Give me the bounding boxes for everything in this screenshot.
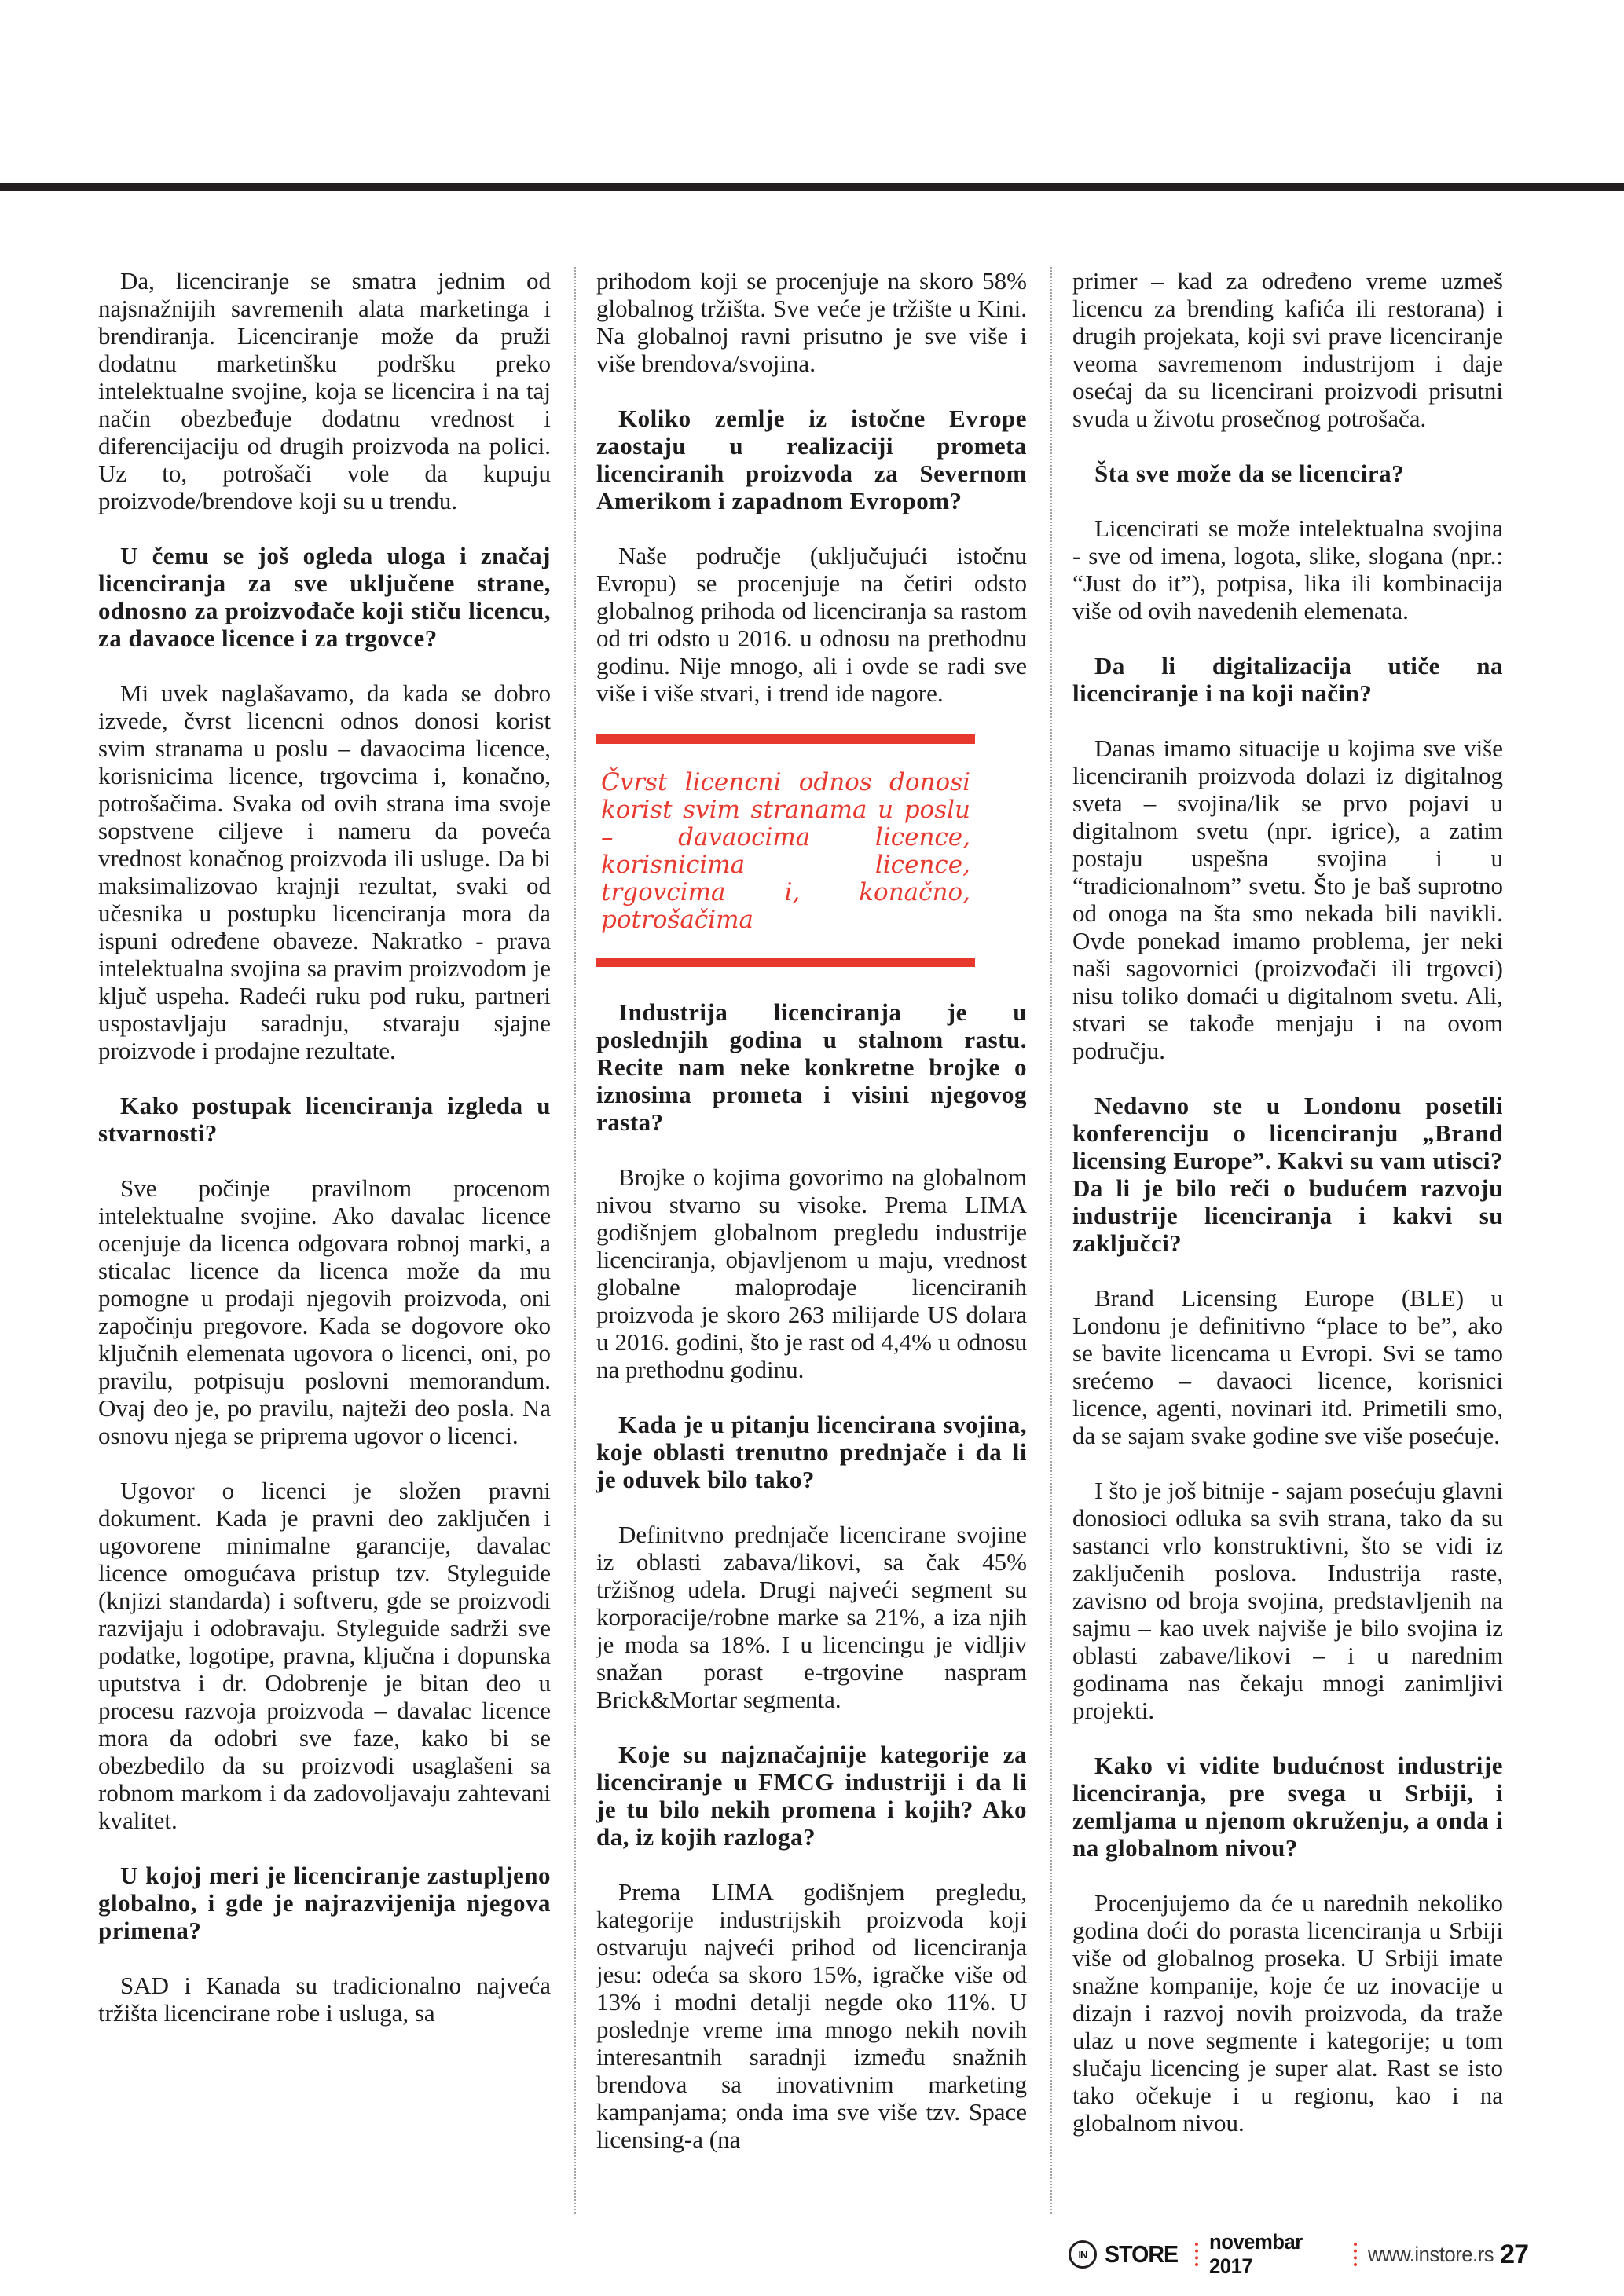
paragraph: I što je još bitnije - sajam posećuju glavni donosioci odluka sa svih strana, tako da su sastanci vrlo konstruktivni, što se vidi iz zaključenih poslova. Industrija raste, zavisno od broja svojina, predstavljenih na sajmu – kao uvek najviše je bilo svojina iz oblasti zabave/likovi – i u narednim godinama nas čekaju mnogi zanimljivi projekti.: [1072, 1477, 1503, 1724]
paragraph: Prema LIMA godišnjem pregledu, kategorije industrijskih proizvoda koji ostvaruju najveći prihod od licenciranja jesu: odeća sa skoro 15%, igračke više od 13% i modni detalji negde oko 11%. U poslednje vreme ima mnogo nekih novih interesantnih saradnji između snažnih brendova sa inovativnim marketing kampanjama; onda ima sve više tzv. Space licensing-a (na: [596, 1878, 1027, 2153]
paragraph: Brand Licensing Europe (BLE) u Londonu je definitivno “place to be”, ako se bavite licencama u Evropi. Svi se tamo srećemo – davaoci licence, korisnici licence, agenti, novinari itd. Primetili smo, da se sajam svake godine sve više posećuje.: [1072, 1284, 1503, 1449]
instore-logo-in: IN: [1078, 2248, 1087, 2261]
question-heading: Koliko zemlje iz istočne Evrope zaostaju u realizaciji prometa licenciranih proizvoda za Severnom Amerikom i zapadnom Evropom?: [596, 405, 1027, 514]
paragraph: Da, licenciranje se smatra jednim od najsnažnijih savremenih alata marketinga i brendiranja. Licenciranje može da pruži dodatnu marketinšku podršku preko intelektualne svojine, koja se licencira i na taj način obezbeđuje dodatnu vrednost i diferencijaciju od drugih proizvoda na polici. Uz to, potrošači vole da kupuju proizvode/brendove koji su u trendu.: [98, 267, 551, 514]
paragraph: Naše područje (uključujući istočnu Evropu) se procenjuje na četiri odsto globalnog prihoda od licenciranja sa rastom od tri odsto u 2016. u odnosu na prethodnu godinu. Nije mnogo, ali i ovde se radi sve više i više stvari, i trend ide nagore.: [596, 542, 1027, 707]
question-heading: Šta sve može da se licencira?: [1094, 460, 1405, 487]
question-heading: Koje su najznačajnije kategorije za licenciranje u FMCG industriji i da li je tu bilo nekih promena i kojih? Ako da, iz kojih razloga?: [596, 1741, 1027, 1851]
paragraph: Ugovor o licenci je složen pravni dokument. Kada je pravni deo zaključen i ugovorene minimalne garancije, davalac licence omogućava pristup tzv. Styleguide (knjizi standarda) i softveru, gde se proizvodi razvijaju i odobravaju. Styleguide sadrži sve podatke, logotipe, pravna, ključna i dopunska uputstva i dr. Odobrenje je bitan deo u procesu razvoja proizvoda – davalac licence mora da odobri sve faze, kako bi se obezbedilo da su proizvodi usaglašeni sa robnom markom i da zadovoljavaju zahtevani kvalitet.: [98, 1477, 551, 1834]
column-3: [1050, 267, 1527, 2214]
paragraph: Sve počinje pravilnom procenom intelektualne svojine. Ako davalac licence ocenjuje da licenca odgovara robnoj marki, a sticalac licence da licenca može da mu pomogne u prodaji njegovih proizvoda, oni započinju pregovore. Kada se dogovore oko ključnih elemenata ugovora o licenci, oni, po pravilu, potpisuju poslovni memorandum. Ovaj deo je, po pravilu, najteži deo posla. Na osnovu njega se priprema ugovor o licenci.: [98, 1174, 551, 1449]
question-heading: Kada je u pitanju licencirana svojina, koje oblasti trenutno prednjače i da li je oduvek bilo tako?: [596, 1411, 1027, 1493]
paragraph: SAD i Kanada su tradicionalno najveća tržišta licencirane robe i usluga, sa: [98, 1972, 551, 2027]
top-rule-bar: [0, 183, 1624, 191]
paragraph-continuation: primer – kad za određeno vreme uzmeš licencu za brending kafića ili restorana) i drugih projekata, koji svi prave licenciranje veoma savremenom industrijom i daje osećaj da su licencirani proizvodi prisutni svuda u životu prosečnog potrošača.: [1072, 267, 1503, 432]
instore-logo-store: STORE: [1105, 2240, 1179, 2268]
footer-separator-icon: [1195, 2243, 1198, 2266]
question-heading: U čemu se još ogleda uloga i značaj licenciranja za sve uključene strane, odnosno za proizvođače koji stiču licencu, za davaoce licence i za trgovce?: [98, 542, 551, 652]
paragraph: Brojke o kojima govorimo na globalnom nivou stvarno su visoke. Prema LIMA godišnjem globalnom pregledu industrije licenciranja, objavljenom u maju, vrednost globalne maloprodaje licenciranih proizvoda je skoro 263 milijarde US dolara u 2016. godini, što je rast od 4,4% u odnosu na prethodnu godinu.: [596, 1163, 1027, 1383]
question-heading: U kojoj meri je licenciranje zastupljeno globalno, i gde je najrazvijenija njegova primena?: [98, 1862, 551, 1944]
article-columns: [98, 267, 1528, 2214]
page-number: 27: [1500, 2239, 1528, 2269]
question-heading: Nedavno ste u Londonu posetili konferenciju o licenciranju „Brand licensing Europe”. Kakvi su vam utisci? Da li je bilo reči o budućem razvoju industrije licenciranja i kakvi su zaključci?: [1072, 1092, 1503, 1257]
question-heading: Kako postupak licenciranja izgleda u stvarnosti?: [98, 1092, 551, 1147]
paragraph: Danas imamo situacije u kojima sve više licenciranih proizvoda dolazi iz digitalnog sveta – svojina/lik se prvo pojavi u digitalnom svetu (npr. igrice), a zatim postaju uspešna svojina i u “tradicionalnom” svetu. Što je baš suprotno od onoga na šta smo nekada bili navikli. Ovde ponekad imamo problema, jer neki naši sagovornici (proizvođači ili trgovci) nisu toliko domaći u digitalnom svetu. Ali, stvari se takođe menjaju i na ovom području.: [1072, 734, 1503, 1064]
footer-separator-icon: [1354, 2243, 1357, 2266]
column-1: [98, 267, 574, 2214]
paragraph: Procenjujemo da će u narednih nekoliko godina doći do porasta licenciranja u Srbiji više od globalnog proseka. U Srbiji imate snažne kompanije, koje će uz inovacije u dizajn i razvoj novih proizvoda, da traže ulaz u nove segmente i kategorije; u tom slučaju licencing je super alat. Rast se isto tako očekuje i u regionu, kao i na globalnom nivou.: [1072, 1889, 1503, 2137]
pull-quote-text: Čvrst licencni odnos donosi korist svim stranama u poslu – davaocima licence, korisnicima licence, trgovcima i, konačno, potrošačima: [601, 768, 970, 934]
paragraph: Licencirati se može intelektualna svojina - sve od imena, logota, slike, slogana (npr.: “Just do it”), potpisa, lika ili kombinacija više od ovih navedenih elemenata.: [1072, 514, 1503, 624]
pull-quote: [596, 734, 975, 967]
footer-website: www.instore.rs: [1367, 2242, 1494, 2266]
column-2: [574, 267, 1050, 2214]
instore-logo-icon: [1069, 2240, 1097, 2269]
question-heading: Da li digitalizacija utiče na licenciranje i na koji način?: [1072, 652, 1503, 707]
question-heading: Kako vi vidite budućnost industrije licenciranja, pre svega u Srbiji, i zemljama u njenom okruženju, a onda i na globalnom nivou?: [1072, 1752, 1503, 1862]
footer-issue-date: novembar 2017: [1209, 2230, 1303, 2278]
page-footer: [1069, 2230, 1528, 2278]
paragraph-continuation: prihodom koji se procenjuje na skoro 58% globalnog tržišta. Sve veće je tržište u Kini. Na globalnoj ravni prisutno je sve više i više brendova/svojina.: [596, 267, 1027, 377]
question-heading: Industrija licenciranja je u poslednjih godina u stalnom rastu. Recite nam neke konkretne brojke o iznosima prometa i visini njegovog rasta?: [596, 998, 1027, 1136]
paragraph: Definitvno prednjače licencirane svojine iz oblasti zabava/likovi, sa čak 45% tržišnog udela. Drugi najveći segment su korporacije/robne marke sa 21%, a iza njih je moda sa 18%. I u licencingu je vidljiv snažan porast e-trgovine naspram Brick&Mortar segmenta.: [596, 1521, 1027, 1713]
pull-quote-rule-bottom: [596, 958, 975, 967]
pull-quote-rule-top: [596, 734, 975, 744]
paragraph: Mi uvek naglašavamo, da kada se dobro izvede, čvrst licencni odnos donosi korist svim stranama u poslu – davaocima licence, korisnicima licence, trgovcima i, konačno, potrošačima. Svaka od ovih strana ima svoje sopstvene ciljeve i nameru da poveća vrednost konačnog proizvoda ili usluge. Da bi maksimalizovao krajnji rezultat, svaki od učesnika u postupku licenciranja mora da ispuni određene obaveze. Nakratko - prava intelektualna svojina sa pravim proizvodom je ključ uspeha. Radeći ruku pod ruku, partneri uspostavljaju saradnju, stvaraju sjajne proizvode i prodajne rezultate.: [98, 679, 551, 1064]
